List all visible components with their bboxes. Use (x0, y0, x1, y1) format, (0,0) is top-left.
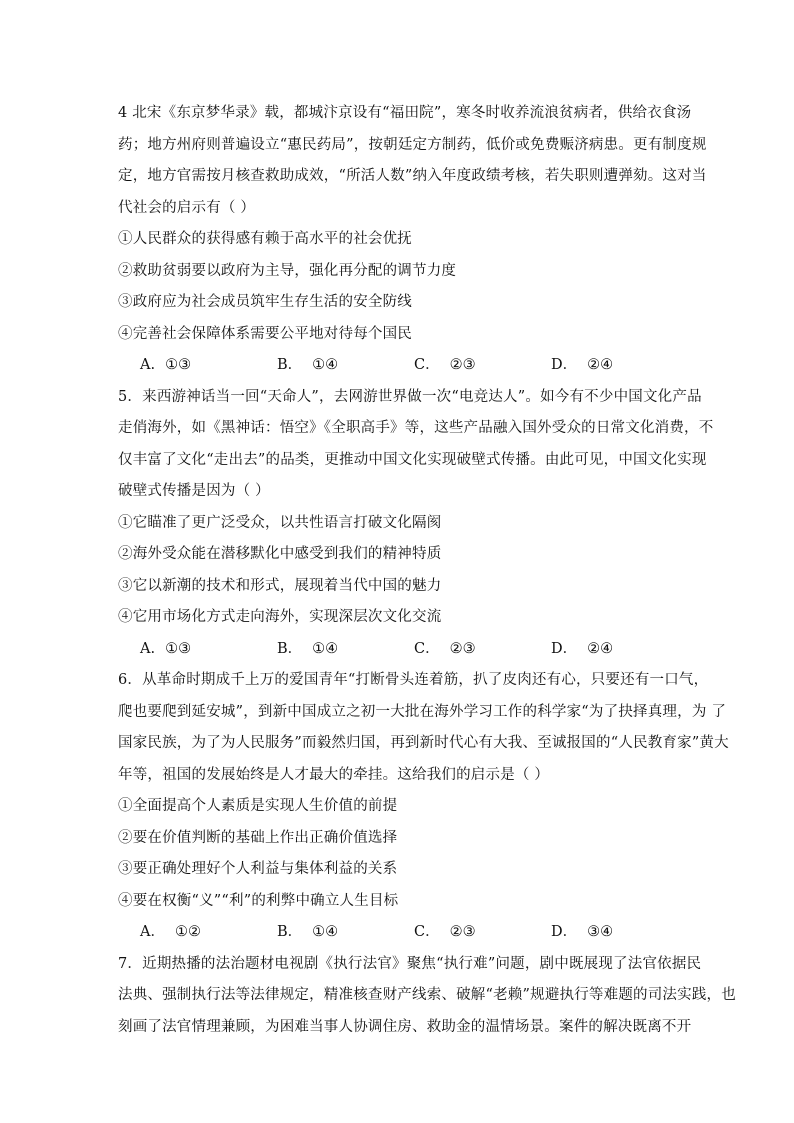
question-6 (118, 665, 729, 949)
option-statement: ④要在权衡“义”“利”的利弊中确立人生目标 (118, 892, 399, 909)
question-stem-line: 刻画了法官情理兼顾，为困难当事人协调住房、救助金的温情场景。案件的解决既离不开 (118, 1018, 692, 1035)
question-stem-line: 5．来西游神话当一回“天命人”，去网游世界做一次“电竞达人”。如今有不少中国文化产品 (118, 388, 702, 405)
question-stem-line: 定，地方官需按月核查救助成效，“所活人数”纳入年度政绩考核，若失职则遭弹劾。这对当 (118, 168, 707, 184)
option-statement: ①人民群众的获得感有赖于高水平的社会优抚 (118, 231, 412, 247)
answer-choice-d: D． ②④ (551, 357, 614, 373)
answer-choice-d: D． ③④ (551, 924, 614, 940)
option-statement: ③要正确处理好个人利益与集体利益的关系 (118, 861, 398, 877)
question-stem-line: 爬也要爬到延安城”，到新中国成立之初一大批在海外学习工作的科学家“为了抉择真理，为 了 (118, 703, 727, 720)
question-stem-line: 药；地方州府则普遍设立“惠民药局”，按朝廷定方制药，低价或免费赈济病患。更有制度规 (118, 136, 707, 153)
question-7 (118, 949, 736, 1044)
answer-choice-d: D． ②④ (551, 640, 614, 657)
question-4 (118, 98, 707, 382)
question-stem-line: 法典、强制执行法等法律规定，精准核查财产线索、破解“老赖”规避执行等难题的司法实践，也 (118, 987, 736, 1003)
option-statement: ④它用市场化方式走向海外，实现深层次文化交流 (118, 609, 442, 625)
question-stem-line: 国家民族，为了为人民服务”而毅然归国，再到新时代心有大我、至诚报国的“人民教育家”黄大 (118, 735, 729, 751)
question-stem-line: 7．近期热播的法治题材电视剧《执行法官》聚焦“执行难”问题，剧中既展现了法官依据民 (118, 955, 702, 972)
answer-choice-b: B． ①④ (277, 640, 339, 657)
answer-choice-c: C． ②③ (414, 640, 476, 657)
question-stem-line: 破壁式传播是因为（ ） (118, 483, 270, 499)
answer-choices (118, 350, 688, 382)
question-stem-line: 代社会的启示有（ ） (118, 199, 256, 216)
question-stem-line: 仅丰富了文化“走出去”的品类，更推动中国文化实现破壁式传播。由此可见，中国文化实现 (118, 451, 707, 468)
answer-choice-c: C． ②③ (414, 357, 476, 373)
answer-choice-b: B． ①④ (277, 924, 339, 940)
option-statement: ①它瞄准了更广泛受众，以共性语言打破文化隔阂 (118, 514, 442, 531)
option-statement: ②海外受众能在潜移默化中感受到我们的精神特质 (118, 546, 442, 562)
document-page (118, 98, 736, 1043)
question-stem-line: 走俏海外，如《黑神话：悟空》《全职高手》等，这些产品融入国外受众的日常文化消费，不 (118, 420, 714, 436)
option-statement: ③政府应为社会成员筑牢生存生活的安全防线 (118, 294, 412, 310)
answer-choice-a: A. ①③ (140, 357, 192, 373)
answer-choice-b: B． ①④ (277, 357, 339, 373)
answer-choices (118, 634, 688, 666)
answer-choice-a: A. ①③ (140, 640, 192, 657)
option-statement: ③它以新潮的技术和形式，展现着当代中国的魅力 (118, 577, 442, 594)
answer-choices (118, 917, 688, 949)
question-stem-line: 4 北宋《东京梦华录》载，都城汴京设有“福田院”，寒冬时收养流浪贫病者，供给衣食汤 (118, 105, 692, 121)
answer-choice-a: A． ①② (140, 924, 201, 940)
answer-choice-c: C． ②③ (414, 924, 476, 940)
question-stem-line: 6．从革命时期成千上万的爱国青年“打断骨头连着筋，扒了皮肉还有心，只要还有一口气， (118, 672, 709, 688)
question-5 (118, 382, 714, 666)
option-statement: ②要在价值判断的基础上作出正确价值选择 (118, 829, 398, 846)
question-stem-line: 年等，祖国的发展始终是人才最大的牵挂。这给我们的启示是（ ） (118, 766, 550, 783)
option-statement: ④完善社会保障体系需要公平地对待每个国民 (118, 325, 412, 342)
option-statement: ①全面提高个人素质是实现人生价值的前提 (118, 798, 398, 814)
option-statement: ②救助贫弱要以政府为主导，强化再分配的调节力度 (118, 262, 457, 279)
